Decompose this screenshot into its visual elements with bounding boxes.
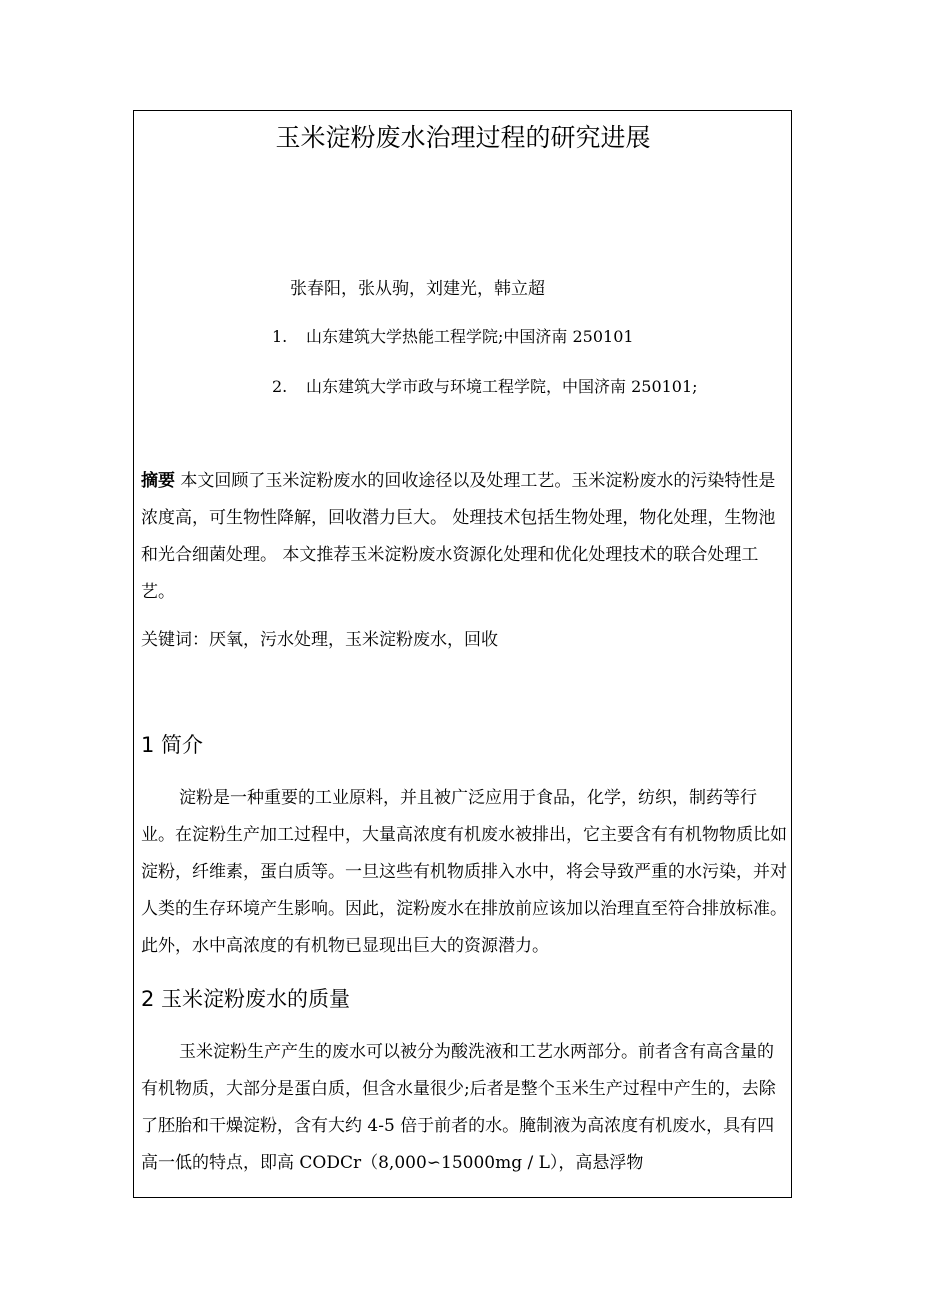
keywords-label: 关键词：	[141, 630, 209, 650]
affiliation-2	[272, 374, 698, 400]
section-heading-quality: 2 玉米淀粉废水的质量	[141, 987, 351, 1011]
section-heading-intro: 1 简介	[141, 733, 204, 757]
abstract	[141, 463, 787, 611]
affiliation-text: 山东建筑大学市政与环境工程学院，中国济南 250101;	[306, 377, 698, 396]
section-body-quality: 玉米淀粉生产产生的废水可以被分为酸洗液和工艺水两部分。前者含有高含量的有机物质，大部分是蛋白质，但含水量很少;后者是整个玉米生产过程中产生的，去除了胚胎和干燥淀粉，含有大约 4-5 倍于前者的水。腌制液为高浓度有机废水，具有四高一低的特点，即高 CODCr（8,000∽15000mg / L），高悬浮物	[141, 1042, 776, 1173]
author-list: 张春阳，张从驹，刘建光，韩立超	[290, 279, 545, 299]
affiliation-text: 山东建筑大学热能工程学院;中国济南 250101	[306, 327, 634, 346]
section-body-intro: 淀粉是一种重要的工业原料，并且被广泛应用于食品，化学，纺织，制药等行业。在淀粉生产加工过程中，大量高浓度有机废水被排出，它主要含有有机物物质比如淀粉，纤维素，蛋白质等。一旦这些有机物质排入水中，将会导致严重的水污染，并对人类的生存环境产生影响。因此，淀粉废水在排放前应该加以治理直至符合排放标准。此外，水中高浓度的有机物已显现出巨大的资源潜力。	[141, 788, 787, 956]
keywords-text: 厌氧，污水处理，玉米淀粉废水，回收	[209, 630, 498, 650]
abstract-text: 本文回顾了玉米淀粉废水的回收途径以及处理工艺。玉米淀粉废水的污染特性是浓度高，可生物性降解，回收潜力巨大。 处理技术包括生物处理，物化处理，生物池和光合细菌处理。 本文推荐玉米淀粉废水资源化处理和优化处理技术的联合处理工艺。	[141, 471, 776, 602]
affiliation-number: 1.	[272, 327, 288, 346]
abstract-label: 摘要	[141, 471, 175, 491]
paper-title: 玉米淀粉废水治理过程的研究进展	[275, 123, 651, 152]
affiliation-1	[272, 324, 634, 350]
affiliation-number: 2.	[272, 377, 288, 396]
keywords	[141, 622, 787, 659]
